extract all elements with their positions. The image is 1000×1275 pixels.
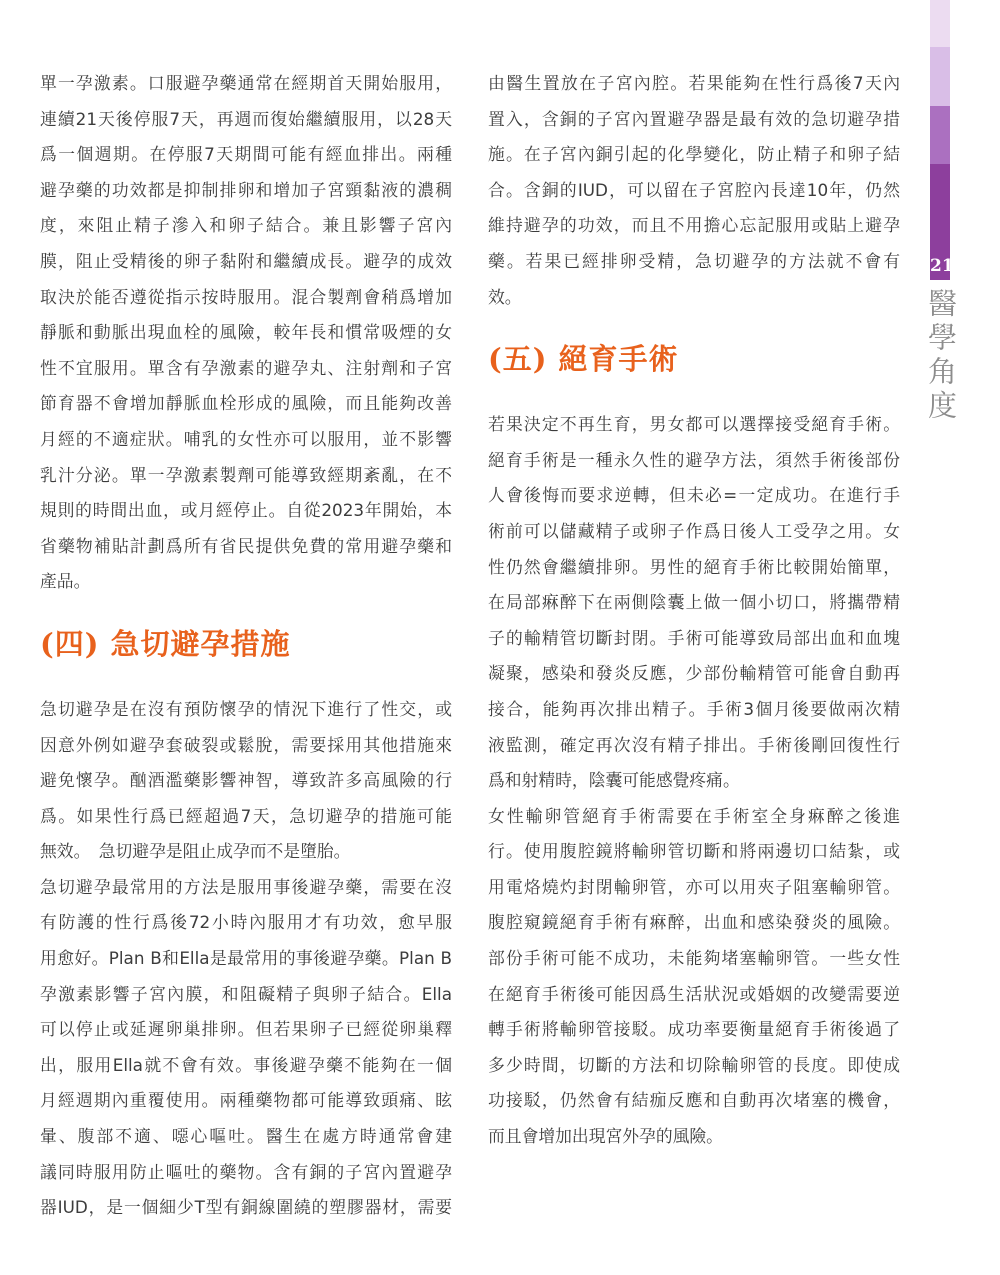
strip-block-4 [930,164,954,280]
text-line: 節育器不會增加靜脈血栓形成的風險，而且能夠改善 [40,393,452,414]
text-line: 合。含銅的IUD，可以留在子宮腔內長達10年，仍然 [488,179,900,200]
strip-block-2 [930,47,950,106]
text-line: 產品。 [40,571,91,592]
strip-block-3 [930,106,950,164]
section-heading-4: (四) 急切避孕措施 [40,626,291,661]
sidebar-color-strip [930,0,954,280]
text-line: 施。在子宮內銅引起的化學變化，防止精子和卵子結 [488,144,900,165]
paragraph-female-sterilization [488,799,900,1155]
text-line: 急切避孕是在沒有預防懷孕的情況下進行了性交，或 [40,698,452,719]
text-line: 度，來阻止精子滲入和卵子結合。兼且影響子宮內 [40,215,452,236]
text-line: 月經週期內重覆使用。兩種藥物都可能導致頭痛、眩 [40,1090,452,1111]
text-line: 膜，阻止受精後的卵子黏附和繼續成長。避孕的成效 [40,250,452,271]
text-line: 性不宜服用。單含有孕激素的避孕丸、注射劑和子宮 [40,357,452,378]
text-line: 孕激素影響子宮內膜，和阻礙精子與卵子結合。Ella [40,983,452,1004]
chapter-label-vertical: 醫學角度 [924,288,958,424]
text-line: 效。 [488,286,522,307]
section-heading-5: (五) 絕育手術 [488,342,679,377]
paragraph-emergency-contraception-intro [40,692,452,870]
text-line: 議同時服用防止嘔吐的藥物。含有銅的子宮內置避孕 [40,1161,452,1182]
text-line: 女性輸卵管絕育手術需要在手術室全身痳醉之後進 [488,805,900,826]
text-line: 避免懷孕。酗酒濫藥影響神智，導致許多高風險的行 [40,770,452,791]
text-line: 在局部痳醉下在兩側陰囊上做一個小切口，將攜帶精 [488,592,900,613]
text-line: 急切避孕最常用的方法是服用事後避孕藥，需要在沒 [40,876,452,897]
text-line: 行。使用腹腔鏡將輸卵管切斷和將兩邊切口結紮，或 [488,841,900,862]
text-line: 有防護的性行爲後72小時內服用才有功效，愈早服 [40,912,452,933]
text-line: 規則的時間出血，或月經停止。自從2023年開始，本 [40,500,452,521]
text-line: 人會後悔而要求逆轉，但未必=一定成功。在進行手 [488,485,900,506]
text-line: 腹腔窺鏡絕育手術有痳醉，出血和感染發炎的風險。 [488,912,900,933]
text-line: 多少時間，切斷的方法和切除輸卵管的長度。即使成 [488,1054,900,1075]
text-line: 子的輸精管切斷封閉。手術可能導致局部出血和血塊 [488,627,900,648]
text-line: 因意外例如避孕套破裂或鬆脫，需要採用其他措施來 [40,734,452,755]
text-line: 維持避孕的功效，而且不用擔心忘記服用或貼上避孕 [488,215,900,236]
text-line: 出，服用Ella就不會有效。事後避孕藥不能夠在一個 [40,1054,452,1075]
text-line: 性仍然會繼續排卵。男性的絕育手術比較開始簡單， [488,556,900,577]
text-line: 取決於能否遵從指示按時服用。混合製劑會稍爲增加 [40,286,452,307]
text-line: 乳汁分泌。單一孕激素製劑可能導致經期紊亂，在不 [40,464,452,485]
text-line: 暈、腹部不適、噁心嘔吐。醫生在處方時通常會建 [40,1126,452,1147]
text-line: 置入，含銅的子宮內置避孕器是最有效的急切避孕措 [488,108,900,129]
text-line: 單一孕激素。口服避孕藥通常在經期首天開始服用， [40,73,452,93]
paragraph-emergency-contraception-methods [40,870,452,1226]
text-line: 功接駁，仍然會有結痂反應和自動再次堵塞的機會， [488,1090,900,1111]
text-line: 部份手術可能不成功，未能夠堵塞輸卵管。一些女性 [488,948,900,969]
paragraph-copper-iud [488,66,900,315]
text-line: 若果決定不再生育，男女都可以選擇接受絕育手術。 [488,414,900,435]
text-line: 器IUD，是一個細少T型有銅線圍繞的塑膠器材，需要 [40,1197,452,1218]
page-number: 21 [930,256,954,276]
text-line: 藥。若果已經排卵受精，急切避孕的方法就不會有 [488,250,900,271]
text-line: 省藥物補貼計劃爲所有省民提供免費的常用避孕藥和 [40,535,452,556]
right-text-column [488,0,900,1155]
text-line: 無效。 急切避孕是阻止成孕而不是墮胎。 [40,841,351,862]
text-line: 爲。如果性行爲已經超過7天，急切避孕的措施可能 [40,805,452,826]
text-line: 可以停止或延遲卵巢排卵。但若果卵子已經從卵巢釋 [40,1019,452,1040]
text-line: 爲和射精時，陰囊可能感覺疼痛。 [488,770,740,791]
text-line: 凝聚，感染和發炎反應，少部份輸精管可能會自動再 [488,663,900,684]
text-line: 避孕藥的功效都是抑制排卵和增加子宮頸黏液的濃稠 [40,179,452,200]
text-line: 用電烙燒灼封閉輸卵管，亦可以用夾子阻塞輸卵管。 [488,876,900,897]
text-line: 由醫生置放在子宮內腔。若果能夠在性行爲後7天內 [488,73,900,93]
text-line: 用愈好。Plan B和Ella是最常用的事後避孕藥。Plan B [40,948,452,969]
paragraph-male-sterilization [488,407,900,799]
text-line: 術前可以儲藏精子或卵子作爲日後人工受孕之用。女 [488,520,900,541]
text-line: 絕育手術是一種永久性的避孕方法，須然手術後部份 [488,449,900,470]
strip-block-1 [930,0,950,47]
text-line: 接合，能夠再次排出精子。手術3個月後要做兩次精 [488,698,900,719]
text-line: 液監測，確定再次沒有精子排出。手術後剛回復性行 [488,734,900,755]
left-text-column [40,0,452,1226]
text-line: 在絕育手術後可能因爲生活狀況或婚姻的改變需要逆 [488,983,900,1004]
text-line: 爲一個週期。在停服7天期間可能有經血排出。兩種 [40,144,452,165]
text-line: 而且會增加出現宮外孕的風險。 [488,1126,723,1147]
text-line: 靜脈和動脈出現血栓的風險，較年長和慣常吸煙的女 [40,322,452,343]
text-line: 連續21天後停服7天，再週而復始繼續服用，以28天 [40,108,452,129]
text-line: 轉手術將輸卵管接駁。成功率要衡量絕育手術後過了 [488,1019,900,1040]
text-line: 月經的不適症狀。哺乳的女性亦可以服用，並不影響 [40,428,452,449]
paragraph-oral-contraceptive [40,66,452,600]
